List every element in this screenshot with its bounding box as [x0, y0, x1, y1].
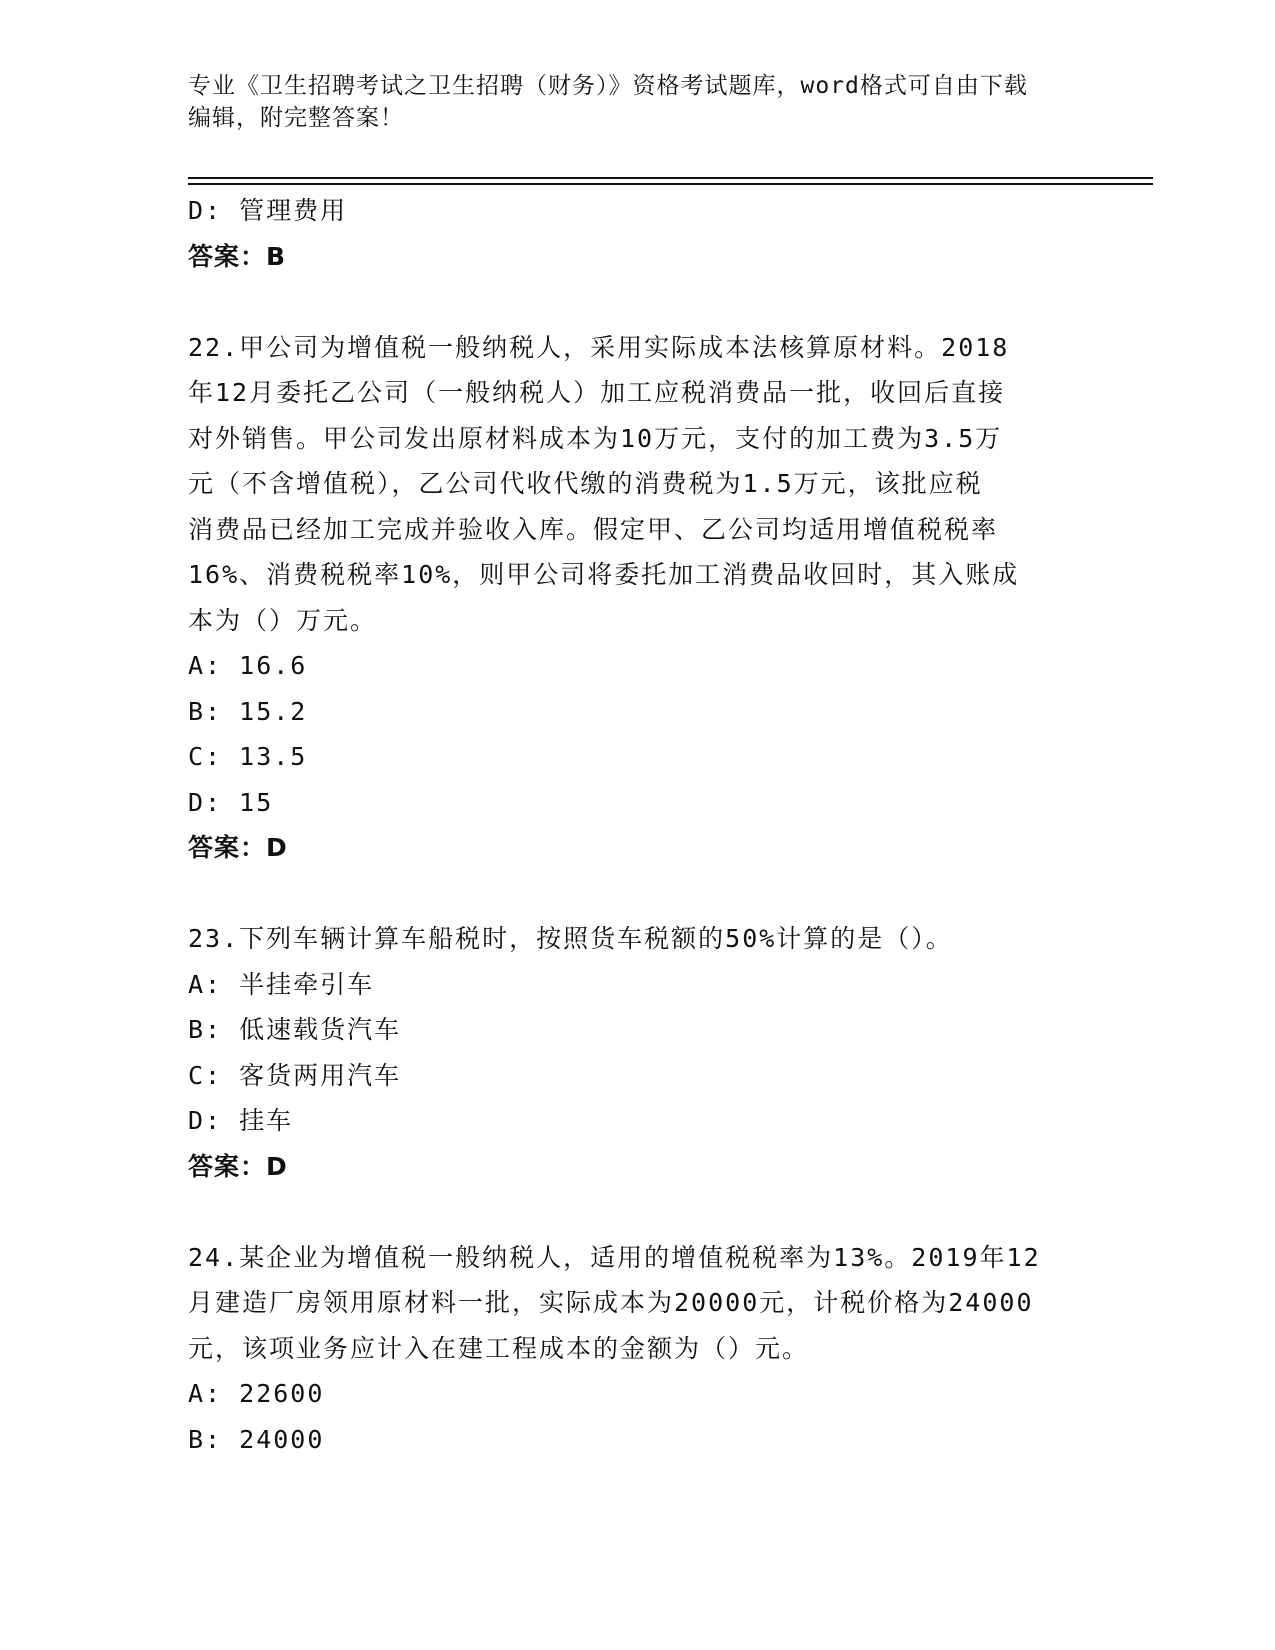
question-content	[188, 188, 1088, 1462]
header-rule-bottom	[188, 183, 1153, 185]
stem-line: 月建造厂房领用原材料一批，实际成本为20000元，计税价格为24000	[188, 1288, 1034, 1317]
stem-line: 对外销售。甲公司发出原材料成本为10万元，支付的加工费为3.5万	[188, 423, 1003, 453]
option-c: C: 客货两用汽车	[188, 1060, 402, 1090]
stem-line: 年12月委托乙公司（一般纳税人）加工应税消费品一批，收回后直接	[188, 378, 1006, 407]
option-a: A: 半挂牵引车	[188, 969, 375, 999]
stem-line: 24.某企业为增值税一般纳税人，适用的增值税税率为13%。2019年12	[188, 1242, 1041, 1272]
header-rule-top	[188, 177, 1153, 179]
stem-line: 本为（）万元。	[188, 605, 378, 635]
option-d: D: 挂车	[188, 1106, 294, 1135]
stem-line: 23.下列车辆计算车船税时，按照货车税额的50%计算的是（）。	[188, 924, 953, 953]
stem-line: 22.甲公司为增值税一般纳税人，采用实际成本法核算原材料。2018	[188, 332, 1010, 362]
spacer	[188, 871, 1088, 917]
stem-line: 消费品已经加工完成并验收入库。假定甲、乙公司均适用增值税税率	[188, 514, 999, 544]
header-line: 专业《卫生招聘考试之卫生招聘（财务）》资格考试题库，word格式可自由下载	[188, 73, 1028, 99]
option-a: A: 16.6	[188, 651, 308, 680]
option-b: B: 15.2	[188, 696, 308, 726]
option-a: A: 22600	[188, 1379, 325, 1408]
question-24	[188, 1235, 1088, 1463]
option-d: D: 15	[188, 787, 274, 817]
option-c: C: 13.5	[188, 742, 308, 771]
document-header	[188, 70, 1088, 134]
stem-line: 元，该项业务应计入在建工程成本的金额为（）元。	[188, 1333, 810, 1363]
option-b: B: 低速载货汽车	[188, 1015, 402, 1044]
option-b: B: 24000	[188, 1424, 325, 1454]
previous-question-tail	[188, 188, 1088, 279]
answer-line: 答案：B	[188, 241, 287, 271]
stem-line: 16%、消费税税率10%，则甲公司将委托加工消费品收回时，其入账成	[188, 560, 1020, 589]
option-d: D: 管理费用	[188, 196, 348, 225]
spacer	[188, 279, 1088, 325]
header-line: 编辑，附完整答案！	[188, 105, 404, 131]
question-stem	[188, 325, 1088, 644]
spacer	[188, 1189, 1088, 1235]
answer-line: 答案：D	[188, 1151, 288, 1181]
question-23	[188, 916, 1088, 1189]
stem-line: 元（不含增值税），乙公司代收代缴的消费税为1.5万元，该批应税	[188, 469, 983, 498]
question-22	[188, 325, 1088, 871]
question-stem	[188, 916, 1088, 962]
question-stem	[188, 1235, 1088, 1372]
answer-line: 答案：D	[188, 833, 288, 862]
